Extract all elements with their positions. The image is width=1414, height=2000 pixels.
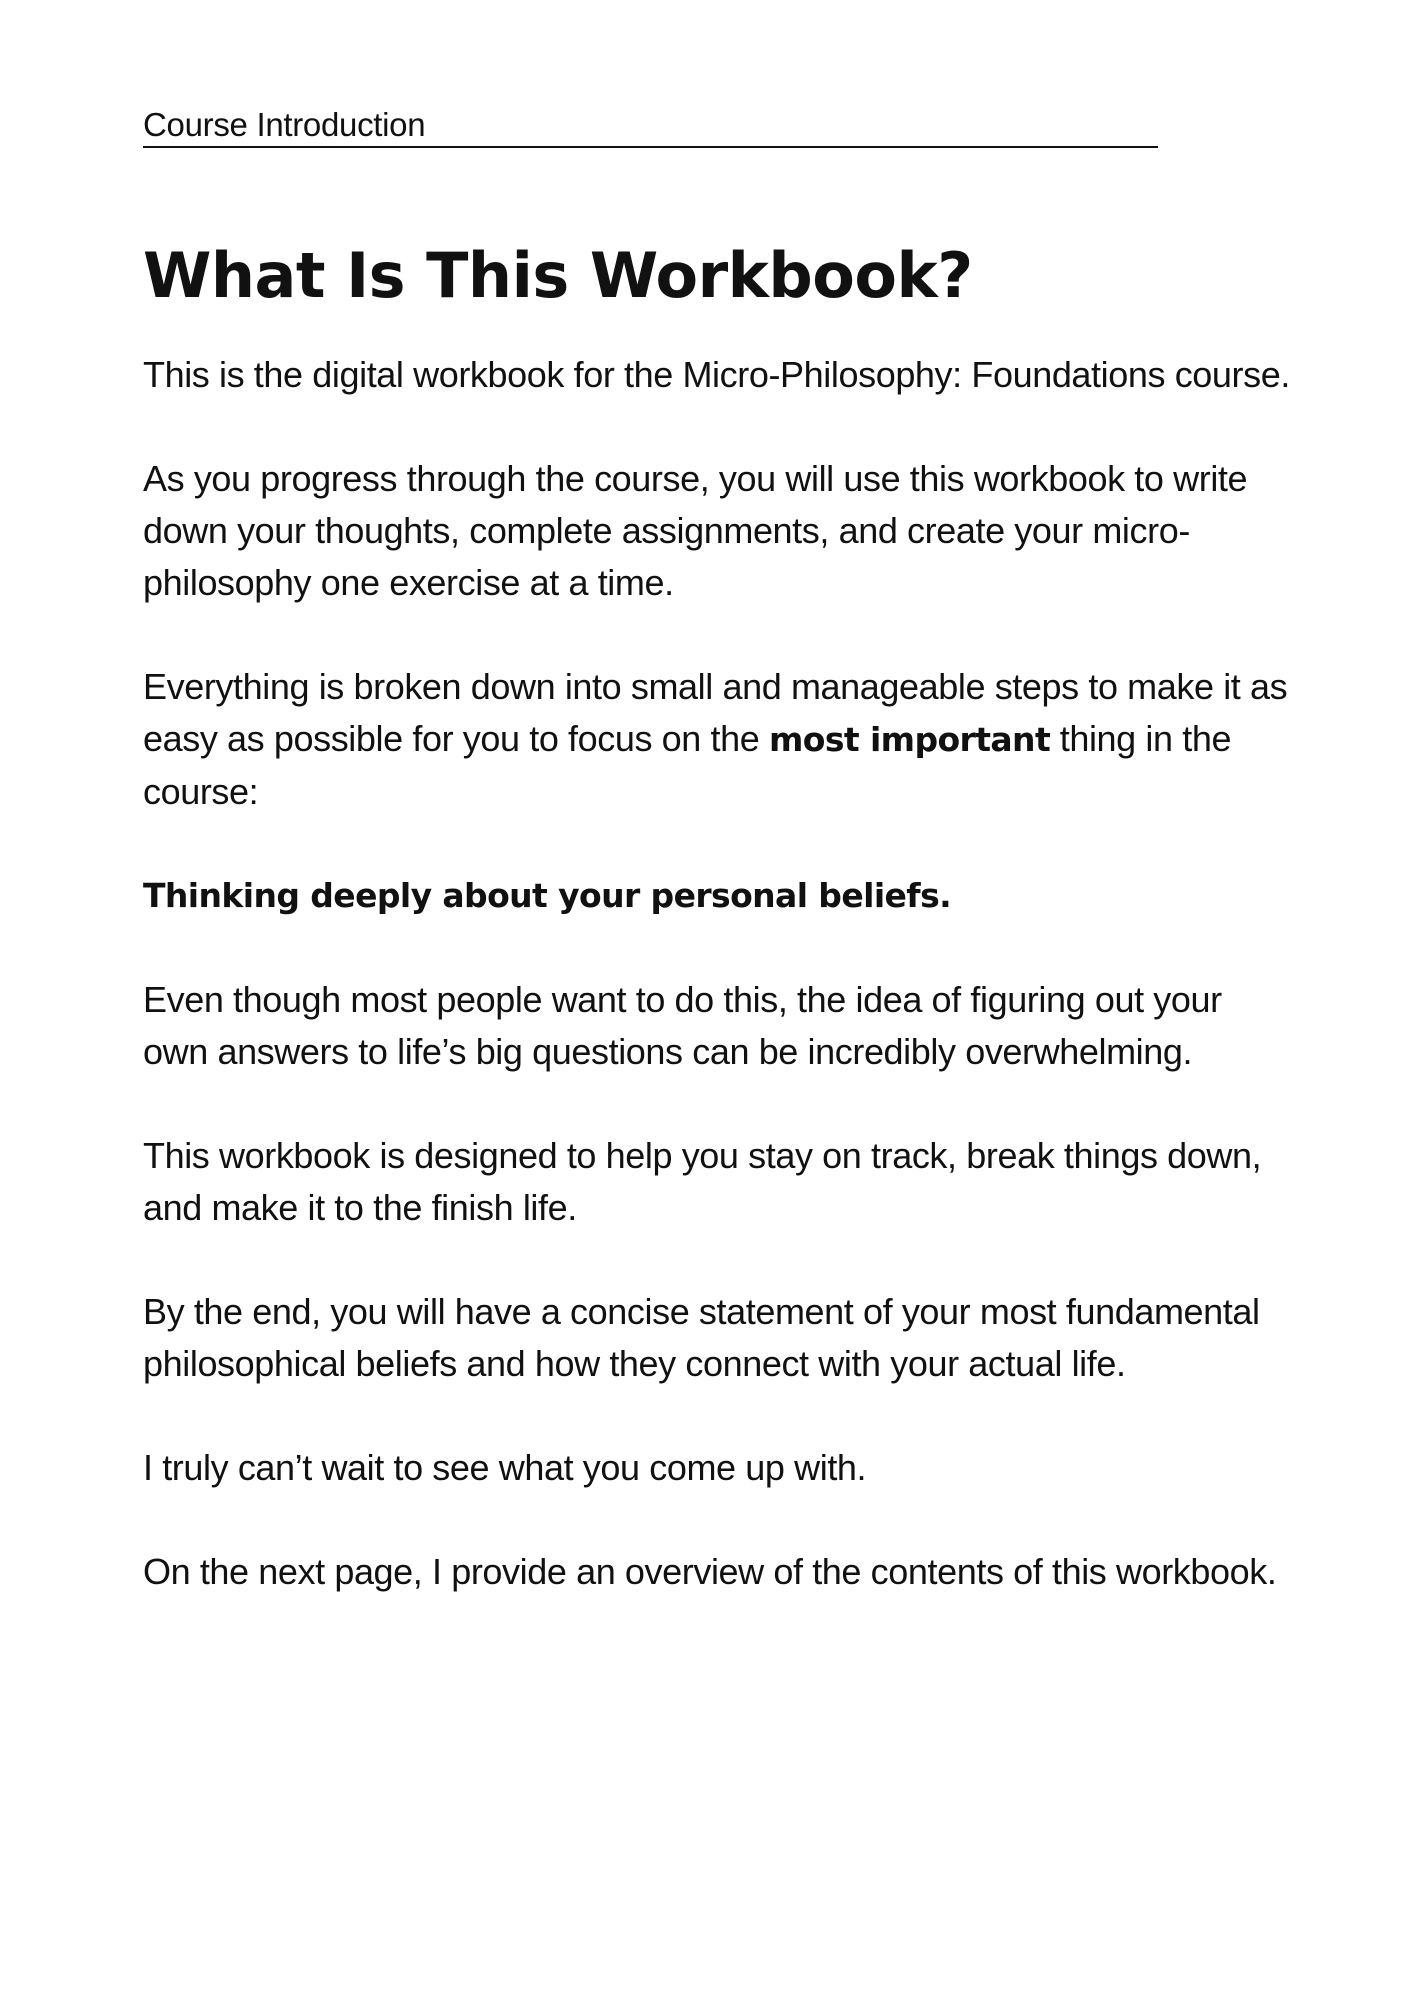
paragraph-steps-bold: most important [768,720,1051,759]
page-title: What Is This Workbook? [143,239,973,312]
running-header: Course Introduction [143,106,1158,148]
paragraph-steps-text-end: thing in the course: [143,718,1232,812]
paragraph-design: This workbook is designed to help you stay on track, break things down, and make it to the finish life. [143,1135,1262,1228]
paragraph-overwhelming: Even though most people want to do this, the idea of figuring out your own answers to life’s big questions can be incredibly overwhelming. [143,979,1222,1072]
body-text [143,349,1293,1650]
paragraph-intro: This is the digital workbook for the Micro-Philosophy: Foundations course. [143,354,1290,395]
paragraph-progress: As you progress through the course, you will use this workbook to write down your thoughts, complete assignments, and create your micro-philosophy one exercise at a time. [143,458,1248,603]
paragraph-next-page: On the next page, I provide an overview of the contents of this workbook. [143,1551,1277,1592]
paragraph-steps [143,661,1293,818]
paragraph-steps-text-start: Everything is broken down into small and manageable steps to make it as easy as possible for you to focus on the [143,666,1288,759]
paragraph-key-focus: Thinking deeply about your personal beliefs. [143,876,952,915]
paragraph-anticipation: I truly can’t wait to see what you come up with. [143,1447,867,1488]
paragraph-outcome: By the end, you will have a concise statement of your most fundamental philosophical beliefs and how they connect with your actual life. [143,1291,1260,1384]
